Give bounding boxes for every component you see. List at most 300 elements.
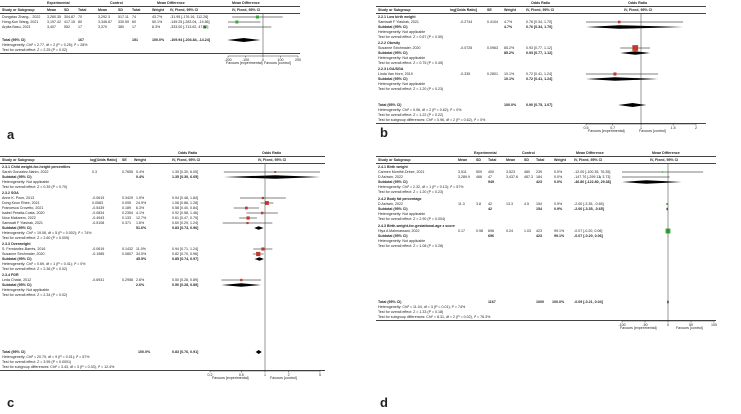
d-row-sd-c: 487.3 [524,175,533,179]
a-row-mean-e: 3,407 [47,25,56,29]
a-header-sd-c: SD [118,8,123,12]
b-row-se: 0.4104 [487,20,498,24]
d-header-total: Total [488,158,497,162]
c-row-lor: 0.3 [92,170,97,174]
c-subtotal-ci: 0.83 [0.73, 0.96] [172,226,199,230]
d-group-title: 2.4.1 Birth weight [378,165,408,169]
c-header-ci2: IV, Fixed, 95% CI [258,158,287,162]
a-tick-label: 200 [295,58,301,62]
a-row-mean-c: 3,370 [98,25,107,29]
c-total-ci: 0.83 [0.76, 0.91] [172,350,199,354]
d-group-test: Test for overall effect: Z = 2.90 (P = 0.004) [378,217,446,221]
c-row-lor: -0.0834 [92,211,105,215]
c-point [247,216,250,219]
c-subtotal-label: Subtotal (95% CI) [2,175,32,179]
a-header-total-c: Total [132,8,141,12]
d-row-study: Carmen Monthé-Drèze, 2021 [378,170,425,174]
a-total-label: Total (95% CI) [2,38,26,42]
c-row-weight: 1.9% [136,196,145,200]
a-row-tot-e: 80 [78,20,82,24]
d-tick-label: 50 [689,323,693,327]
a-row-sd-e: 304.87 [64,15,75,19]
d-subtotal-e: 696 [488,234,494,238]
c-tick-label: 2 [287,373,290,377]
d-subtotal-ci: -0.07 [-0.20, 0.06] [574,234,603,238]
a-header-ci2: IV, Fixed, 95% CI [232,8,261,12]
d-group-het: Heterogeneity: Chi² = 2.32, df = 1 (P = 0.13); I² = 57% [378,185,464,189]
panel-a [0,0,330,150]
a-row-mean-c: 3,346.67 [98,20,112,24]
d-subtotal-e: 949 [488,180,494,184]
d-row-sd-c: 1.03 [524,229,531,233]
a-header-control: Control [110,1,123,5]
b-row-study: Susanne Strohmaier, 2020 [378,46,421,50]
c-row-weight: 11.0% [136,247,146,251]
a-header-md2: Mean Difference [232,1,260,5]
a-row-study: Hong-Kun Wang, 2021 [2,20,39,24]
a-row-study: Arpita Basu, 2021 [2,25,31,29]
d-row-sd-e: 466 [476,175,482,179]
c-row-weight: 6.3% [136,206,145,210]
c-subtotal-ci: 0.85 [0.74, 0.97] [172,257,199,261]
d-total-weight: 100.0% [552,300,565,304]
a-tick-label: 100 [277,58,284,62]
b-header-se: SE [487,8,492,12]
a-header-experimental: Experimental [47,1,70,5]
c-row-se: 0.0807 [122,252,133,256]
d-total-label: Total (95% CI) [378,300,402,304]
c-row-ci: 0.61 [0.47, 0.79] [172,216,198,220]
c-row-se: 0.095 [122,201,131,205]
d-subtotal-e: 42 [488,207,492,211]
c-row-study: Nour Makarem, 2022 [2,216,36,220]
c-subtotal-weight: 0.4% [136,175,145,179]
b-group-title: 2.2.2 Obesity [378,41,401,45]
c-group-test: Test for overall effect: Z = 2.36 (P = 0.02) [2,267,68,271]
b-tick-label: 1 [640,126,642,130]
b-favours-right: Favours [control] [639,129,666,133]
d-header-mean: Mean [458,158,468,162]
d-subtotal-label: Subtotal (95% CI) [378,234,408,238]
c-group-title: 2.3.4 FGR [2,273,19,277]
d-subtotal-ci: -2.00 [-3.35, -0.65] [574,207,604,211]
b-tick-label: 1.5 [670,126,676,130]
b-group-title: 2.2.1 Low birth weight [378,15,416,19]
c-row-weight: 34.5% [136,252,147,256]
b-row-se: 0.0963 [487,46,498,50]
d-header-mean-c: Mean [506,158,516,162]
panel-a-label: a [7,127,15,142]
c-row-lor: -0.5439 [92,206,105,210]
d-row-mean-c: 13.3 [506,202,513,206]
c-row-study: Francesca Crovetto, 2021 [2,206,44,210]
c-subtotal-ci: 1.35 [0.30, 6.05] [172,175,199,179]
panel-b-label: b [380,125,388,140]
c-header-study: Study or Subgroup [2,158,35,162]
d-subtotal-diamond [622,180,682,184]
d-header-sd: SD [476,158,481,162]
b-subtotal-ci: 0.76 [0.34, 1.70] [526,25,553,29]
b-row-se: 0.2801 [487,72,498,76]
d-subtotal-weight: 0.9% [554,207,563,211]
d-row-mean-e: 0.17 [458,229,465,233]
b-tick-label: 2 [695,126,697,130]
b-header-ci2: IV, Fixed, 95% CI [624,8,653,12]
b-header-or: Odds Ratio [531,1,551,5]
a-het: Heterogeneity: Chi² = 2.77, df = 2 (P = 0.25); I² = 28% [2,43,88,47]
c-subtotal-ci: 0.50 [0.28, 0.89] [172,283,199,287]
a-row-mean-e: 3,197.42 [47,20,61,24]
b-subtotal-ci: 0.93 [0.77, 1.12] [526,51,553,55]
a-row-mean-e: 3,260.35 [47,15,61,19]
c-row-se: 0.3429 [122,196,133,200]
d-tick-label: -100 [618,323,626,327]
a-total-diamond [227,38,260,42]
a-row-tot-c: 74 [132,15,136,19]
d-het: Heterogeneity: Chi² = 11.04, df = 3 (P = 0.01); I² = 74% [378,305,466,309]
b-row-weight: 4.7% [504,20,513,24]
d-row-sd-e: 509 [476,170,482,174]
c-total-label: Total (95% CI) [2,350,26,354]
b-header-study: Study or Subgroup [378,8,411,12]
c-point [274,171,276,173]
c-row-lor: -0.1985 [92,252,105,256]
c-group-title: 2.3.2 SGA [2,191,19,195]
d-row-tot-e: 696 [488,229,494,233]
c-row-ci: 0.82 [0.70, 0.96] [172,252,198,256]
c-group-test: Test for overall effect: Z = 2.34 (P = 0.02) [2,293,68,297]
c-favours-left: Favours [experimental] [212,376,249,380]
c-point [261,212,264,215]
a-row-tot-e: 70 [78,15,82,19]
d-row-tot-c: 184 [536,175,542,179]
d-row-sd-e: 0.98 [476,229,483,233]
d-header-study: Study or Subgroup [378,158,411,162]
a-row-ci: -149.25 [-283.04, -14.56] [170,20,210,24]
c-subtotal-diamond [221,283,261,287]
d-row-tot-c: 239 [536,170,542,174]
c-row-study: Susanne Strohmaier, 2020 [2,252,45,256]
d-row-mean-c: 3,437.6 [506,175,518,179]
d-favours-right: Favours [control] [676,326,703,330]
b-row-weight: 85.2% [504,46,515,50]
b-overall: Test for overall effect: Z = 1.22 (P = 0.22) [378,113,444,117]
d-group-test: Test for overall effect: Z = 1.20 (P = 0.23) [378,190,444,194]
d-row-study: D Ashwin, 2022 [378,175,403,179]
a-row-weight: 43.7% [152,15,163,19]
d-row-tot-e: 47 [488,175,492,179]
c-row-weight: 12.7% [136,216,147,220]
b-total-diamond [618,103,646,107]
c-subtotal-diamond [255,257,264,261]
c-group-test: Test for overall effect: Z = 0.39 (P = 0.70) [2,185,68,189]
d-row-weight: 0.9% [554,202,563,206]
b-point [632,45,638,51]
a-favours-left: Favours [experimental] [226,61,263,65]
c-tick-label: 1 [264,373,266,377]
c-row-study: Leda Chatzi, 2012 [2,278,32,282]
c-favours-right: Favours [control] [270,376,297,380]
a-row-sd-c: 517.11 [118,15,129,19]
b-row-ci: 0.72 [0.41, 1.24] [526,72,552,76]
d-row-tot-e: 400 [488,170,494,174]
d-subtotal-ci: -46.80 [-122.80, 29.38] [574,180,611,184]
c-group-het: Heterogeneity: Not applicable [2,180,50,184]
c-row-se: 0.371 [122,221,131,225]
c-total-diamond [256,350,262,354]
a-row-mean-c: 3,292.3 [98,15,110,19]
c-row-lor: -0.0619 [92,247,105,251]
a-tick-label: -200 [224,58,232,62]
b-row-lor: -0.0726 [460,46,473,50]
d-group-title: 2.4.3 Birth-weight-for-gestational-age z score [378,224,455,228]
c-row-weight: 1.6% [136,221,145,225]
c-header-ci: IV, Fixed, 95% CI [172,158,201,162]
b-row-lor: -0.2744 [460,20,473,24]
d-tick-label: 100 [711,323,717,327]
c-point [256,252,260,256]
c-row-se: 0.133 [122,216,131,220]
d-row-sd-e: 3.8 [476,202,481,206]
a-total-c: 151 [132,38,138,42]
d-group-test: Test for overall effect: Z = 1.08 (P = 0.28) [378,244,444,248]
d-row-tot-c: 423 [536,229,542,233]
c-subtotal-weight: 45.5% [136,257,147,261]
d-subtotal-weight: 0.0% [554,180,563,184]
a-total-weight: 100.0% [152,38,165,42]
b-tick-label: 0.5 [583,126,589,130]
b-subtotal-label: Subtotal (95% CI) [378,77,408,81]
c-row-study: Dong Keun Rhee, 2021 [2,201,40,205]
a-row-tot-c: 17 [132,25,136,29]
d-subtotal-label: Subtotal (95% CI) [378,180,408,184]
b-total-ci: 0.90 [0.75, 1.07] [526,103,553,107]
d-total-e: 1167 [488,300,496,304]
a-header-weight: Weight [152,8,164,12]
d-row-ci: -2.00 [-3.35, -0.65] [574,202,604,206]
c-row-se: 0.7655 [122,170,133,174]
b-subtotal-diamond [620,51,650,55]
d-subgroup: Test for subgroup differences: Chi² = 8.31, df = 2 (P = 0.02), I² = 76.3% [378,315,491,319]
d-total-ci: -0.09 [-0.21, 0.04] [574,300,603,304]
c-tick-label: 5 [319,373,321,377]
c-row-lor: -0.0619 [92,196,105,200]
c-row-se: 0.1432 [122,247,133,251]
b-subtotal-label: Subtotal (95% CI) [378,25,408,29]
b-row-weight: 10.1% [504,72,515,76]
d-group-het: Heterogeneity: Not applicable [378,239,426,243]
c-header-lor: log[Odds Ratio] [90,158,117,162]
c-point [240,279,242,281]
c-point [262,197,264,199]
a-row-weight: 6.3% [152,25,161,29]
c-point [261,247,264,250]
a-row-sd-c: 380 [118,25,124,29]
b-subgroup: Test for subgroup differences: Chi² = 0.96, df = 2 (P = 0.62), I² = 0% [378,118,486,122]
panel-c [0,150,370,414]
c-row-study: Isabel Peraita-Costa, 2020 [2,211,45,215]
c-group-test: Test for overall effect: Z = 2.60 (P = 0.009) [2,236,70,240]
b-header-ci: IV, Fixed, 95% CI [526,8,555,12]
c-tick-label: 0.2 [207,373,213,377]
d-subtotal-c: 423 [536,180,542,184]
a-point [256,16,259,19]
b-tick-label: 0.7 [610,126,616,130]
d-header-ci: IV, Fixed, 95% CI [574,158,603,162]
c-row-ci: 1.06 [0.88, 1.28] [172,201,198,205]
d-tick-label: -50 [642,323,648,327]
a-header-ci: IV, Fixed, 95% CI [170,8,199,12]
b-subtotal-weight: 10.1% [504,77,515,81]
c-row-ci: 0.94 [0.71, 1.24] [172,247,198,251]
c-overall: Test for overall effect: Z = 3.95 (P < 0.0001) [2,360,72,364]
b-group-test: Test for overall effect: Z = 1.20 (P = 0.23) [378,87,444,91]
panel-d-label: d [380,395,388,410]
d-subtotal-diamond [666,207,667,211]
a-row-sd-e: 417.15 [64,20,75,24]
d-point [666,203,668,205]
d-row-tot-e: 42 [488,202,492,206]
d-row-mean-c: 0.24 [506,229,513,233]
d-header-md: Mean Difference [576,151,604,155]
c-row-weight: 0.4% [136,170,145,174]
c-row-study: S. Fernández-Barrés, 2016 [2,247,46,251]
b-group-het: Heterogeneity: Not applicable [378,82,426,86]
c-row-ci: 0.92 [0.58, 1.46] [172,211,198,215]
c-row-se: 0.189 [122,206,131,210]
b-total-label: Total (95% CI) [378,103,402,107]
b-subtotal-diamond [586,77,658,81]
c-header-se: SE [122,158,127,162]
b-subtotal-weight: 85.2% [504,51,515,55]
a-header-study: Study or Subgroup [2,8,35,12]
b-het: Heterogeneity: Chi² = 0.96, df = 2 (P = 0.62); I² = 0% [378,108,462,112]
c-header-or2: Odds Ratio [262,151,282,155]
a-row-ci: -333.00 [-713.62, 47.62] [170,25,209,29]
a-row-tot-e: 17 [78,25,82,29]
c-subtotal-diamond [224,175,320,179]
a-header-sd: SD [64,8,69,12]
c-group-title: 2.3.3 Overweight [2,242,31,246]
c-point [265,201,269,205]
c-subtotal-weight: 2.6% [136,283,145,287]
d-row-mean-e: 3,289.9 [458,175,470,179]
a-row-tot-c: 60 [132,20,136,24]
c-row-study: Anne K. Poon, 2013 [2,196,35,200]
b-row-lor: -0.335 [460,72,471,76]
c-row-study: Sarah Gonzalez-Nahm, 2022 [2,170,49,174]
a-header-md: Mean Difference [157,1,185,5]
d-row-mean-e: 11.3 [458,202,465,206]
c-subtotal-label: Subtotal (95% CI) [2,226,32,230]
c-header-or: Odds Ratio [178,151,198,155]
d-subtotal-c: 423 [536,234,542,238]
a-overall: Test for overall effect: Z = 2.25 (P = 0.02) [2,48,68,52]
d-group-het: Heterogeneity: Not applicable [378,212,426,216]
d-tick-label: 0 [667,323,669,327]
a-header-total: Total [78,8,87,12]
a-header-mean-c: Mean [98,8,108,12]
c-row-lor: -0.4943 [92,216,105,220]
c-row-lor: 0.0583 [92,201,103,205]
c-point [246,222,248,224]
c-row-weight: 2.6% [136,278,145,282]
d-row-study: D Ashwin, 2022 [378,202,403,206]
d-row-mean-e: 3,511 [458,170,467,174]
d-header-ctrl: Control [522,151,535,155]
panel-b [376,0,741,150]
b-header-lor: log[Odds Ratio] [450,8,477,12]
c-group-het: Heterogeneity: Chi² = 19.06, df = 5 (P = 0.002); I² = 74% [2,231,92,235]
d-header-total-c: Total [536,158,545,162]
c-row-ci: 0.60 [0.29, 1.24] [172,221,198,225]
d-subtotal-c: 154 [536,207,542,211]
panel-c-label: c [7,395,15,410]
c-row-ci: 1.35 [0.30, 6.05] [172,170,198,174]
a-row-sd-c: 330.59 [118,20,129,24]
a-row-ci: -31.95 [-176.16, 112.26] [170,15,209,19]
d-group-title: 2.4.2 Body fat percentage [378,197,422,201]
b-group-test: Test for overall effect: Z = 0.67 (P = 0.50) [378,35,444,39]
b-group-het: Heterogeneity: Not applicable [378,30,426,34]
c-group-het: Heterogeneity: Not applicable [2,288,50,292]
c-row-se: 0.2958 [122,278,133,282]
c-group-title: 2.3.1 Child weight-for-height percentiles [2,165,71,169]
d-point [662,171,663,172]
a-favours-right: Favours [control] [264,61,291,65]
d-header-md2: Mean Difference [652,151,680,155]
b-forest-plot [376,0,741,150]
d-overall: Test for overall effect: Z = 1.33 (P = 0.18) [378,310,444,314]
d-header-sd-c: SD [524,158,529,162]
d-subtotal-weight: 99.1% [554,234,565,238]
c-header-weight: Weight [134,158,146,162]
a-point [235,21,238,24]
d-row-mean-c: 3,523 [506,170,515,174]
c-subtotal-label: Subtotal (95% CI) [2,257,32,261]
a-row-weight: 50.1% [152,20,163,24]
d-row-weight: 0.0% [554,175,563,179]
b-group-het: Heterogeneity: Not applicable [378,56,426,60]
c-row-ci: 0.94 [0.48, 1.84] [172,196,198,200]
d-row-ci: -147.70 [-299.13, 3.73] [574,175,611,179]
b-point [613,72,616,75]
c-subtotal-weight: 51.6% [136,226,147,230]
b-row-study: Samwatt F Ylashak, 2021 [378,20,419,24]
panel-d [376,150,741,414]
c-row-ci: 0.50 [0.28, 0.89] [172,278,198,282]
b-total-weight: 100.0% [504,103,517,107]
b-subtotal-weight: 4.7% [504,25,513,29]
d-row-study: Hiya A Mahmassani, 2022 [378,229,420,233]
c-row-study: Samwatt F Ylashak, 2021 [2,221,43,225]
d-header-ci2: IV, Fixed, 95% CI [650,158,679,162]
b-header-or2: Odds Ratio [628,1,648,5]
d-row-sd-c: 4.5 [524,202,529,206]
b-row-ci: 0.93 [0.77, 1.12] [526,46,552,50]
d-row-weight: 0.0% [554,170,563,174]
d-row-ci: -0.07 [-0.20, 0.06] [574,229,603,233]
b-header-weight: Weight [504,8,516,12]
c-subgroup: Test for subgroup differences: Chi² = 3.43, df = 3 (P = 0.33), I² = 12.4% [2,365,115,369]
c-row-se: 0.2354 [122,211,133,215]
c-subtotal-diamond [254,226,263,230]
b-subtotal-ci: 0.72 [0.41, 1.24] [526,77,553,81]
b-row-ci: 0.76 [0.34, 1.70] [526,20,552,24]
b-point [618,21,621,24]
c-total-weight: 100.0% [138,350,151,354]
d-header-exp: Experimental [474,151,497,155]
